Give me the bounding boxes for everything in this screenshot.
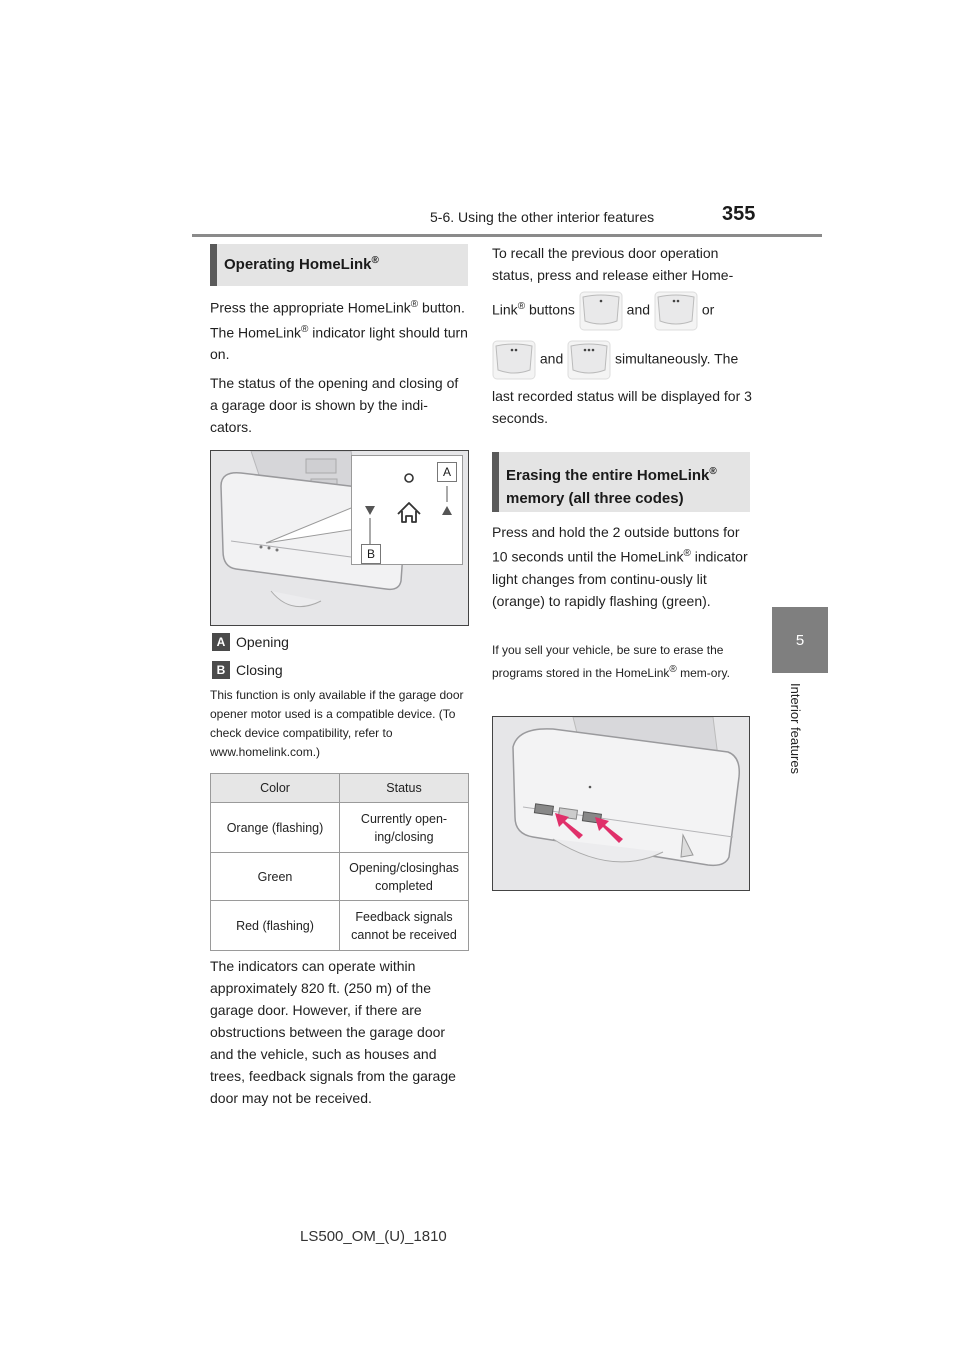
section-heading-operating (210, 244, 468, 286)
page-number: 355 (722, 203, 756, 225)
table-cell: Red (flashing) (211, 901, 340, 951)
homelink-button-2-icon[interactable] (492, 340, 536, 380)
para-text: buttons (525, 301, 575, 318)
recall-line1: To recall the previous door operation status, press and release either Home- (492, 245, 734, 283)
indicator-status-table (210, 773, 469, 951)
para-text: Press the appropriate HomeLink (210, 299, 411, 316)
para-text: Link (492, 301, 518, 318)
callout-label-a: A (437, 462, 457, 482)
homelink-button-3-icon[interactable] (567, 340, 611, 380)
mirror-indicator-figure (210, 450, 469, 626)
para-text: If you sell your vehicle, be sure to erase the programs stored in the HomeLink (492, 643, 724, 680)
section-heading-bar (492, 452, 499, 512)
paragraph-status: The status of the opening and closing of a garage door is shown by the indi-cators. (210, 375, 459, 435)
callout-label-b: B (361, 544, 381, 564)
indicator-callout (351, 455, 463, 565)
compatibility-note: This function is only available if the garage door opener motor used is a compatible device. (To check device compatibility, refer to www.homelink.com.) (210, 688, 464, 759)
recall-line2 (492, 291, 762, 335)
erase-buttons-figure (492, 716, 750, 891)
document-code: LS500_OM_(U)_1810 (300, 1228, 447, 1245)
para-text: simultaneously. The (615, 350, 739, 367)
para-text: mem-ory. (676, 666, 730, 680)
table-cell: Currently open-ing/closing (340, 803, 469, 853)
legend-badge-a: A (212, 633, 230, 651)
table-header-color: Color (211, 774, 340, 803)
paragraph-press (210, 294, 468, 365)
para-text: indicator light changes from continu-ously lit (orange) to rapidly flashing (green). (492, 548, 748, 609)
table-cell: Green (211, 853, 340, 901)
range-paragraph: The indicators can operate within approximately 820 ft. (250 m) of the garage door. However, if there are obstructions between the garage door and the vehicle, such as houses and trees, feedback signals from the garage door may not be received. (210, 958, 456, 1106)
table-row (211, 853, 469, 901)
section-title-text: memory (all three codes) (506, 490, 684, 507)
table-cell: Feedback signals cannot be received (340, 901, 469, 951)
recall-line3 (492, 340, 762, 384)
mirror-erase-illustration (493, 717, 749, 890)
header-rule (192, 234, 822, 237)
registered-mark: ® (517, 301, 526, 313)
para-text: and (539, 350, 564, 367)
registered-mark: ® (669, 664, 677, 675)
para-text: Press and hold the 2 outside buttons for 10 seconds until the HomeLink (492, 524, 740, 565)
recall-line4: last recorded status will be displayed for 3 seconds. (492, 388, 752, 426)
erase-paragraph (492, 521, 750, 612)
chapter-tab[interactable] (772, 607, 828, 673)
legend-badge-b: B (212, 661, 230, 679)
registered-mark: ® (371, 255, 379, 266)
registered-mark: ® (683, 548, 691, 559)
para-text: and (626, 301, 651, 318)
chapter-label (788, 683, 812, 803)
registered-mark: ® (709, 466, 717, 477)
para-text: indicator light should turn on. (210, 324, 468, 363)
section-heading-erasing (492, 452, 750, 512)
table-header-status: Status (340, 774, 469, 803)
registered-mark: ® (301, 323, 309, 335)
homelink-button-1-icon[interactable] (579, 291, 623, 331)
legend-closing: Closing (236, 662, 283, 678)
chapter-title: Interior features (788, 683, 803, 775)
homelink-button-2-icon[interactable] (654, 291, 698, 331)
table-row (211, 803, 469, 853)
chapter-number: 5 (795, 631, 805, 649)
section-heading-bar (210, 244, 217, 286)
section-title-text: Operating HomeLink (224, 256, 372, 273)
running-header: 5-6. Using the other interior features (430, 209, 655, 225)
sell-vehicle-note (492, 641, 748, 683)
para-text: or (701, 301, 715, 318)
section-title-text: Erasing the entire HomeLink (506, 467, 710, 484)
table-cell: Opening/closinghas completed (340, 853, 469, 901)
table-row (211, 901, 469, 951)
registered-mark: ® (410, 299, 419, 310)
table-header-row (211, 774, 469, 803)
para-text: button. The HomeLink (210, 299, 465, 341)
legend-opening: Opening (236, 634, 289, 650)
table-cell: Orange (flashing) (211, 803, 340, 853)
